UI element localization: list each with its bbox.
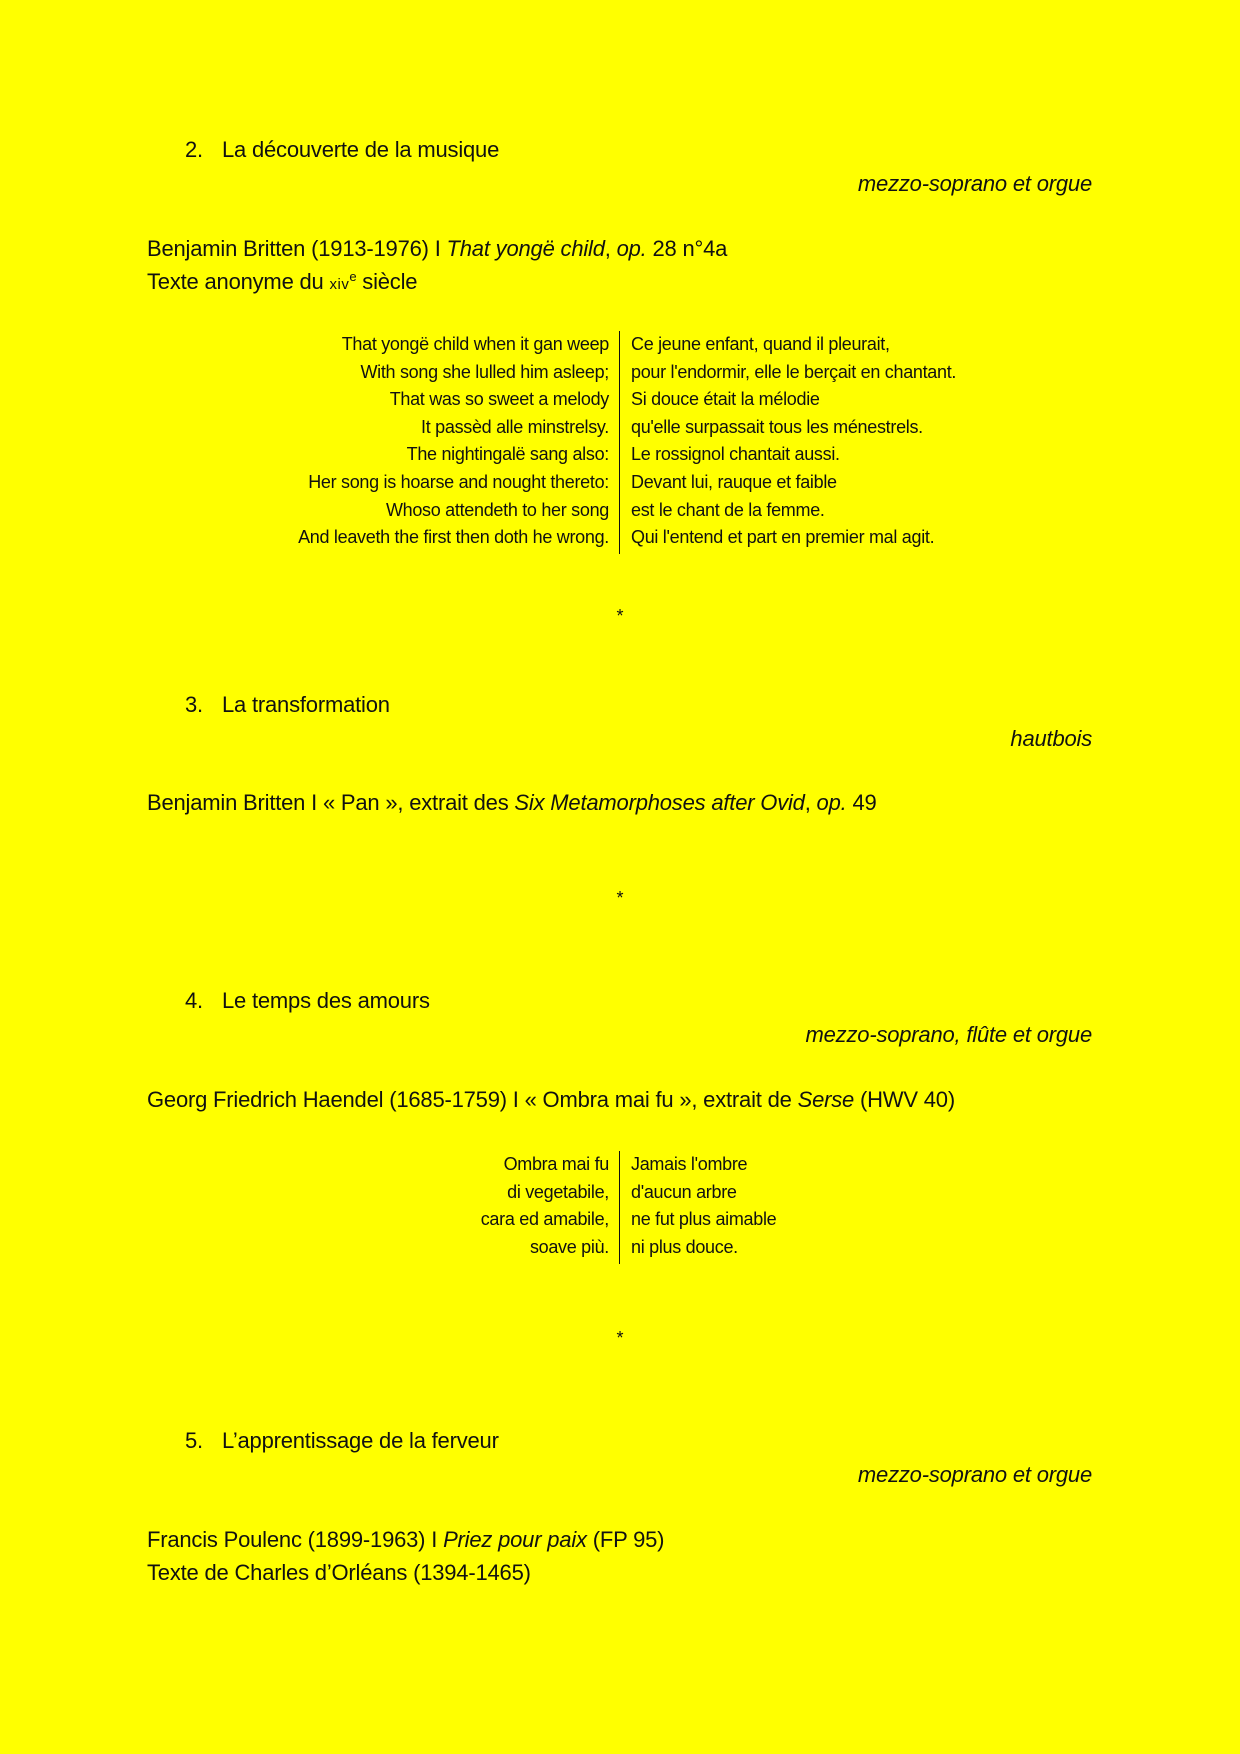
composer-text: Benjamin Britten (1913-1976) I	[147, 236, 447, 261]
poem-translation-column	[631, 1151, 776, 1261]
section-heading	[185, 137, 499, 163]
poem-line-original: soave più.	[529, 1236, 609, 1257]
section-number: 2.	[185, 137, 203, 162]
text-source-line	[147, 269, 417, 295]
poem-line-translation: ni plus douce.	[631, 1236, 738, 1257]
opus-label: op.	[816, 790, 847, 815]
section-heading	[185, 692, 390, 718]
section-number: 3.	[185, 692, 203, 717]
poem-line-translation: qu'elle surpassait tous les ménestrels.	[631, 416, 923, 437]
work-title: Six Metamorphoses after Ovid	[514, 790, 805, 815]
composer-text: Georg Friedrich Haendel (1685-1759) I « Ombra mai fu », extrait de	[147, 1087, 798, 1112]
century-superscript: e	[349, 269, 357, 284]
poem-line-original: It passèd alle minstrelsy.	[421, 416, 609, 437]
section-number: 4.	[185, 988, 203, 1013]
work-title: That yongë child	[446, 236, 605, 261]
composer-line	[147, 790, 877, 816]
text-source: Texte anonyme du	[147, 269, 330, 294]
poem-translation-column	[631, 331, 956, 552]
poem-line-original: That yongë child when it gan weep	[341, 334, 609, 354]
century-word: siècle	[356, 269, 418, 294]
poem-line-translation: pour l'endormir, elle le berçait en chantant.	[631, 361, 957, 382]
poem-line-translation: est le chant de la femme.	[631, 499, 825, 520]
opus-number: 49	[846, 790, 877, 815]
section-heading	[185, 1428, 499, 1454]
poem-line-original: That was so sweet a melody	[389, 389, 609, 410]
work-title: Priez pour paix	[443, 1527, 587, 1552]
instrumentation: hautbois	[1010, 726, 1092, 751]
instrumentation: mezzo-soprano, flûte et orgue	[805, 1022, 1092, 1047]
poem-line-original: Whoso attendeth to her song	[385, 499, 609, 520]
poem-line-original: Ombra mai fu	[503, 1154, 609, 1174]
section-number: 5.	[185, 1428, 203, 1453]
poem-line-original: Her song is hoarse and nought thereto:	[308, 471, 609, 492]
section-title: La transformation	[222, 692, 390, 717]
text-source-line	[147, 1560, 531, 1586]
section-title: La découverte de la musique	[222, 137, 500, 162]
section-separator: *	[616, 606, 624, 626]
column-divider	[619, 331, 620, 554]
instrumentation: mezzo-soprano et orgue	[857, 1462, 1092, 1487]
section-heading	[185, 988, 430, 1014]
poem-line-original: cara ed amabile,	[480, 1209, 609, 1230]
separator-text: ,	[604, 236, 617, 261]
poem-line-translation: Le rossignol chantait aussi.	[631, 444, 840, 465]
separator-text: ,	[804, 790, 817, 815]
section-separator: *	[616, 888, 624, 908]
composer-text: Benjamin Britten I « Pan », extrait des	[147, 790, 515, 815]
composer-line	[147, 1087, 955, 1113]
text-source: Texte de Charles d’Orléans (1394-1465)	[147, 1560, 531, 1585]
poem-line-original: With song she lulled him asleep;	[360, 361, 609, 382]
poem-line-translation: Qui l'entend et part en premier mal agit.	[631, 527, 935, 548]
poem-original-column	[298, 331, 609, 552]
work-title: Serse	[797, 1087, 855, 1112]
composer-line	[147, 236, 727, 262]
poem-line-original: di vegetabile,	[507, 1181, 609, 1202]
section-separator: *	[616, 1328, 624, 1348]
catalog-number: (HWV 40)	[854, 1087, 955, 1112]
poem-original-column	[481, 1151, 609, 1261]
catalog-number: (FP 95)	[586, 1527, 665, 1552]
poem-line-translation: ne fut plus aimable	[631, 1209, 777, 1230]
instrumentation: mezzo-soprano et orgue	[857, 171, 1092, 196]
opus-number: 28 n°4a	[646, 236, 728, 261]
section-title: Le temps des amours	[222, 988, 430, 1013]
poem-line-translation: d'aucun arbre	[631, 1181, 737, 1202]
poem-line-original: And leaveth the first then doth he wrong.	[298, 527, 609, 548]
column-divider	[619, 1151, 620, 1264]
poem-line-translation: Jamais l'ombre	[631, 1154, 748, 1174]
century-numeral: xiv	[329, 276, 350, 293]
composer-text: Francis Poulenc (1899-1963) I	[147, 1527, 444, 1552]
opus-label: op.	[616, 236, 647, 261]
composer-line	[147, 1527, 664, 1553]
poem-line-translation: Si douce était la mélodie	[631, 389, 820, 410]
poem-line-original: The nightingalë sang also:	[406, 444, 609, 465]
section-title: L’apprentissage de la ferveur	[222, 1428, 499, 1453]
poem-line-translation: Devant lui, rauque et faible	[631, 471, 837, 492]
poem-line-translation: Ce jeune enfant, quand il pleurait,	[631, 334, 890, 354]
